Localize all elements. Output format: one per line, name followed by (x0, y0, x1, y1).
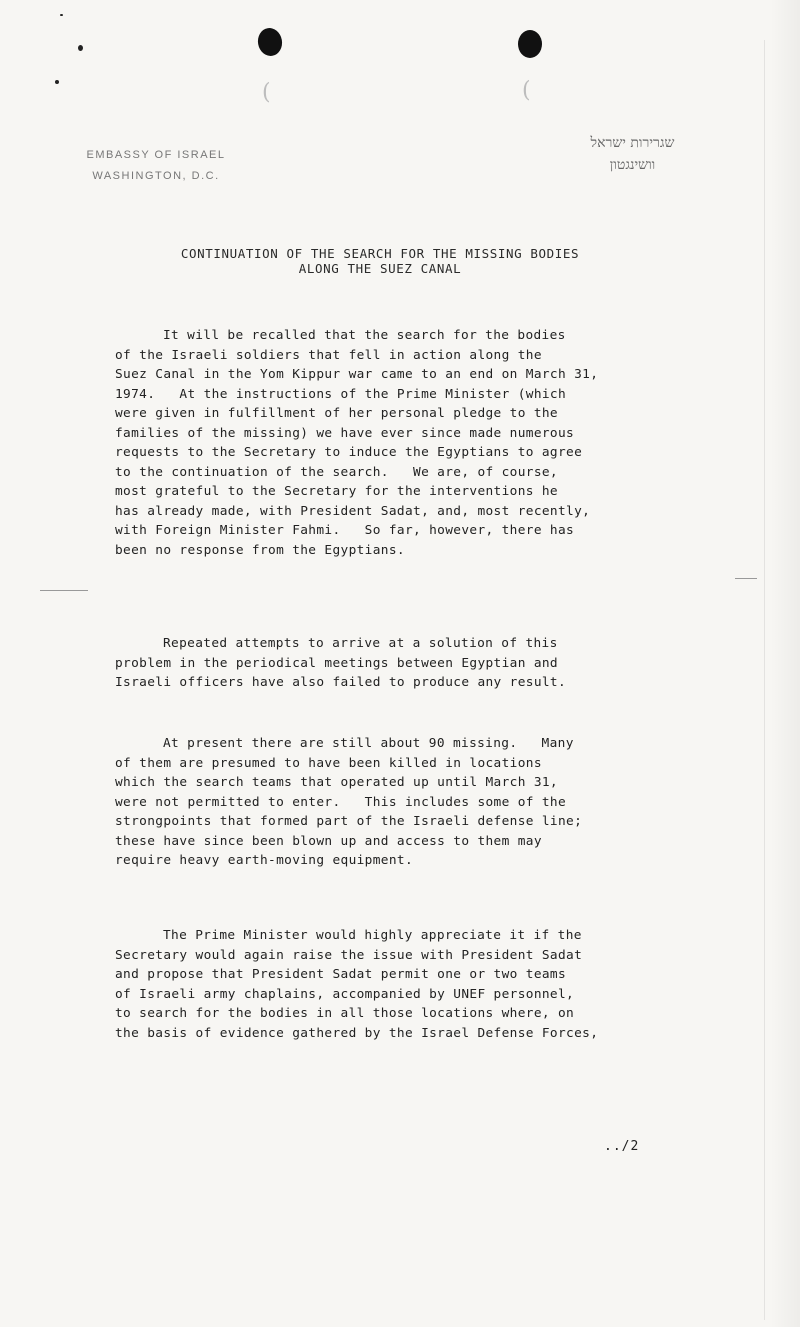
punch-mark-right: ( (522, 78, 531, 103)
page-continuation-indicator: ../2 (604, 1139, 640, 1154)
paragraph-line: It will be recalled that the search for the bodies (163, 328, 566, 343)
paragraph-line: Suez Canal in the Yom Kippur war came to an end on March 31, (115, 367, 599, 382)
paragraph-line: requests to the Secretary to induce the Egyptians to agree (115, 445, 583, 460)
margin-mark (40, 590, 88, 591)
ink-speck (60, 14, 63, 16)
letterhead-hebrew (560, 132, 705, 176)
paragraph-line: and propose that President Sadat permit one or two teams (115, 967, 567, 982)
title-line-2: ALONG THE SUEZ CANAL (298, 261, 462, 276)
paragraph-line: which the search teams that operated up until March 31, (115, 775, 558, 790)
page-edge-shadow (770, 0, 800, 1327)
letterhead-hebrew-embassy: שגרירות ישראל (590, 135, 675, 151)
punch-mark-left: ( (262, 80, 271, 105)
paragraph-line: were not permitted to enter. This includes some of the (115, 794, 567, 810)
title-line-1: CONTINUATION OF THE SEARCH FOR THE MISSING BODIES (180, 246, 580, 261)
paragraph-line: to the continuation of the search. We are, of course, (115, 464, 558, 480)
paragraph-3 (115, 734, 715, 871)
paragraph-line: the basis of evidence gathered by the Israel Defense Forces, (115, 1025, 599, 1041)
letterhead-hebrew-city: וושינגטון (609, 157, 656, 173)
paragraph-1 (115, 326, 715, 560)
letterhead-city: WASHINGTON, D.C. (92, 170, 220, 182)
paragraph-line: most grateful to the Secretary for the interventions he (115, 484, 558, 499)
document-title (100, 246, 660, 276)
paragraph-line: of them are presumed to have been killed in locations (115, 755, 542, 771)
paragraph-line: Secretary would again raise the issue with President Sadat (115, 947, 583, 963)
paragraph-4 (115, 926, 715, 1043)
paragraph-line: of Israeli army chaplains, accompanied by UNEF personnel, (115, 986, 575, 1002)
paragraph-line: Repeated attempts to arrive at a solution of this (163, 636, 558, 651)
ink-speck (78, 45, 83, 51)
paragraph-line: At present there are still about 90 missing. Many (163, 736, 574, 751)
paragraph-line: The Prime Minister would highly appreciate it if the (163, 928, 582, 943)
paragraph-line: families of the missing) we have ever since made numerous (115, 425, 575, 441)
letterhead-embassy-name: EMBASSY OF ISRAEL (86, 149, 226, 161)
paragraph-line: problem in the periodical meetings between Egyptian and (115, 655, 558, 671)
page-fold-line (764, 40, 765, 1320)
paragraph-line: 1974. At the instructions of the Prime Minister (which (115, 386, 567, 402)
punch-hole-left (256, 26, 284, 58)
paragraph-line: has already made, with President Sadat, and, most recently, (115, 503, 591, 519)
paragraph-line: strongpoints that formed part of the Israeli defense line; (115, 814, 583, 829)
paragraph-line: require heavy earth-moving equipment. (115, 853, 414, 868)
paragraph-line: with Foreign Minister Fahmi. So far, however, there has (115, 523, 575, 538)
ink-speck (55, 80, 59, 84)
margin-mark (735, 578, 757, 579)
paragraph-line: were given in fulfillment of her personal pledge to the (115, 406, 558, 421)
paragraph-2 (115, 634, 715, 693)
paragraph-line: these have since been blown up and access to them may (115, 833, 542, 849)
paragraph-line: been no response from the Egyptians. (115, 542, 405, 558)
paragraph-line: of the Israeli soldiers that fell in action along the (115, 347, 542, 363)
paragraph-line: to search for the bodies in all those locations where, on (115, 1006, 575, 1021)
letterhead-english (66, 145, 246, 187)
punch-hole-right (518, 30, 542, 58)
paragraph-line: Israeli officers have also failed to produce any result. (115, 675, 567, 690)
